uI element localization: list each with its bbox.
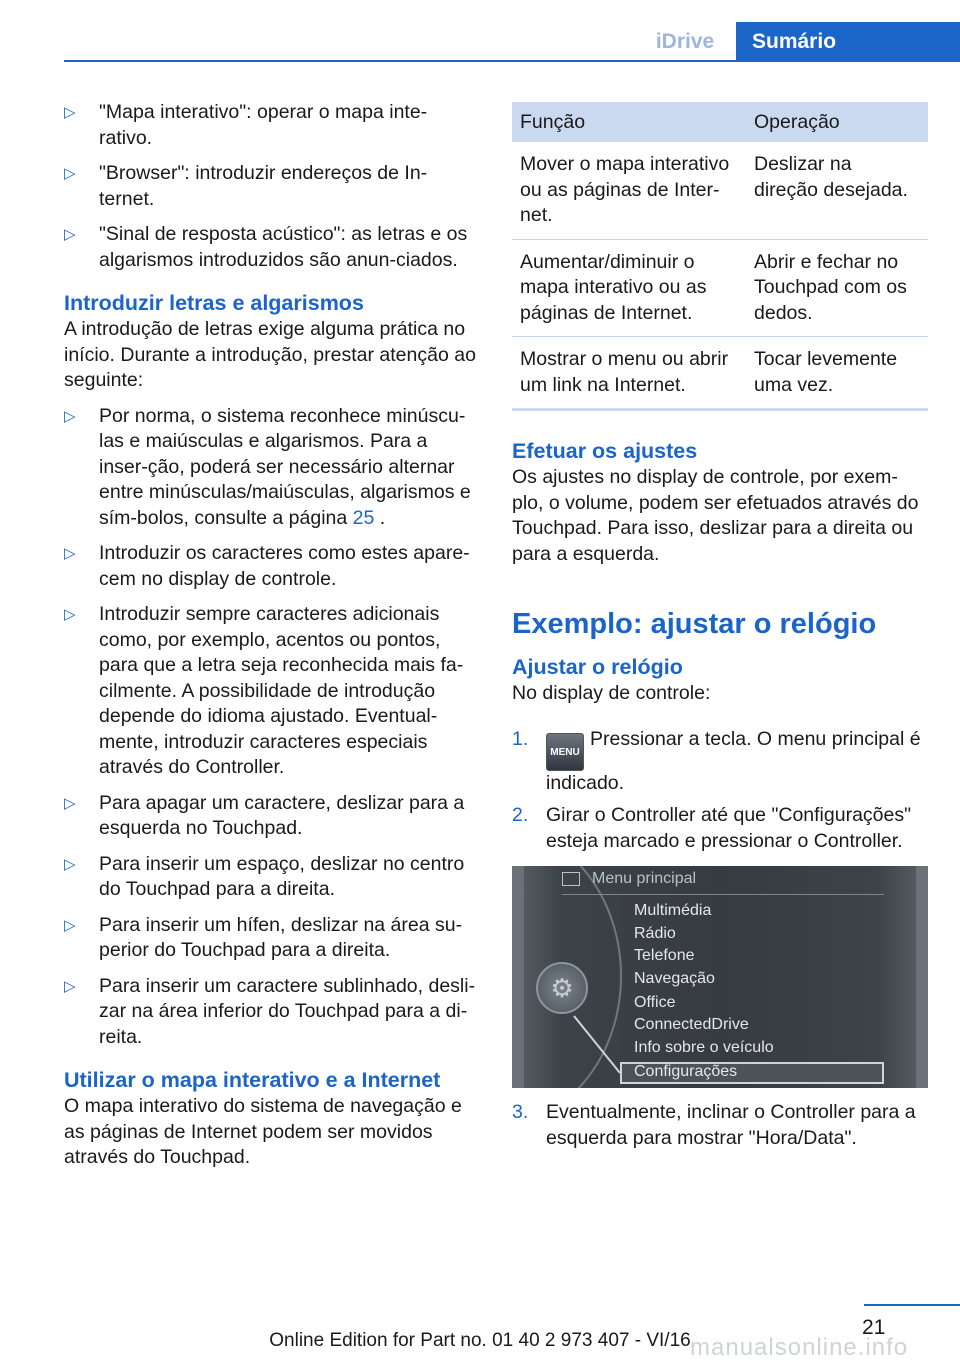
triangle-bullet-icon: ▷ [64,794,76,812]
bullet-list-letters [64,404,480,1051]
steps-list [512,727,928,855]
menu-item-multimedia: Multimédia [634,902,712,919]
triangle-bullet-icon: ▷ [64,977,76,995]
list-item: ▷ "Browser": introduzir endereços de In-ternet. [64,162,428,210]
footer-rule [864,1304,960,1306]
table-row [512,337,928,410]
triangle-bullet-icon: ▷ [64,545,76,562]
menu-item-office: Office [634,994,676,1011]
table-cell: Aumentar/diminuir o mapa interativo ou as páginas de Internet. [512,239,746,337]
section-paragraph: Os ajustes no display de controle, por exem-plo, o volume, podem ser efetuados através do Touchpad. Para isso, deslizar para a direita ou para a esquerda. [512,466,919,565]
menu-key-icon: MENU [546,733,584,771]
page-link[interactable]: 25 [352,506,375,529]
triangle-bullet-icon: ▷ [64,606,76,623]
list-item: ▷ Para inserir um hífen, deslizar na área su-perior do Touchpad para a direita. [64,913,463,961]
triangle-bullet-icon: ▷ [64,407,76,425]
menu-item-navegacao: Navegação [634,970,715,987]
subsection-title-clock: Ajustar o relógio [512,655,683,679]
list-item: 2. Girar o Controller até que "Configurações" esteja marcado e pressionar o Controller. [512,804,912,852]
left-column [64,100,480,1171]
section-paragraph: A introdução de letras exige alguma prática no início. Durante a introdução, prestar atenção ao seguinte: [64,318,476,391]
triangle-bullet-icon: ▷ [64,226,76,243]
section-paragraph: No display de controle: [512,682,711,704]
menu-item-configuracoes: Configurações [634,1063,738,1080]
step-3-container [512,1100,928,1158]
table-header-cell: Função [512,102,746,142]
triangle-bullet-icon: ▷ [64,104,76,121]
menu-screen-image [512,866,928,1088]
section-title-settings: Efetuar os ajustes [512,439,698,463]
bullet-list-top [64,100,480,273]
menu-item-connecteddrive: ConnectedDrive [634,1016,749,1033]
step-number: 2. [512,804,529,826]
table-row [512,239,928,337]
tab-sumario[interactable]: Sumário [736,22,960,62]
example-title: Exemplo: ajustar o relógio [512,608,877,640]
section-paragraph: O mapa interativo do sistema de navegação e as páginas de Internet podem ser movidos através do Touchpad. [64,1095,462,1168]
step-number: 1. [512,727,529,750]
list-item: ▷ "Mapa interativo": operar o mapa inte-rativo. [64,101,428,149]
triangle-bullet-icon: ▷ [64,916,76,934]
header-rule [64,60,960,62]
triangle-bullet-icon: ▷ [64,855,76,873]
table-header-cell: Operação [746,102,928,142]
table-cell: Deslizar na direção desejada. [746,142,928,239]
tab-idrive[interactable]: iDrive [655,30,715,53]
list-item: ▷ Introduzir sempre caracteres adicionais como, por exemplo, acentos ou pontos, para que a letra seja reconhecida mais fa-cilmente. A possibilidade de introdução depende do idioma ajustado. Eventual-mente, introduzir caracteres especiais através do Controller. [64,603,464,778]
step-number: 3. [512,1101,529,1123]
edition-text: Online Edition for Part no. 01 40 2 973 407 - VI/16 [269,1330,691,1351]
menu-item-telefone: Telefone [634,947,695,964]
table-row [512,142,928,239]
settings-gear-icon: ⚙ [536,962,588,1014]
list-item: ▷ Por norma, o sistema reconhece minúscu-las e maiúsculas e algarismos. Para a inser-ção, poderá ser necessário alternar entre minúsculas/maiúsculas, algarismos e sím-bolos, consulte a página 25 . [64,404,471,529]
screen-title: Menu principal [592,870,697,887]
menu-item-radio: Rádio [634,925,676,942]
right-column [512,102,928,861]
table-cell: Mostrar o menu ou abrir um link na Internet. [512,337,746,410]
list-item: 3. Eventualmente, inclinar o Controller para a esquerda para mostrar "Hora/Data". [512,1101,916,1149]
table-cell: Mover o mapa interativo ou as páginas de Inter-net. [512,142,746,239]
table-cell: Tocar levemente uma vez. [746,337,928,410]
list-item: 1. MENUPressionar a tecla. O menu principal é indicado. [512,727,921,794]
triangle-bullet-icon: ▷ [64,165,76,182]
menu-item-info-veiculo: Info sobre o veículo [634,1039,774,1056]
list-item: ▷ Para inserir um espaço, deslizar no centro do Touchpad para a direita. [64,852,465,900]
list-item: ▷ Introduzir os caracteres como estes apare-cem no display de controle. [64,542,470,590]
section-title-map-internet: Utilizar o mapa interativo e a Internet [64,1068,441,1092]
section-title-letters: Introduzir letras e algarismos [64,291,364,315]
watermark: manualsonline.info [690,1334,909,1361]
table-cell: Abrir e fechar no Touchpad com os dedos. [746,239,928,337]
table-header-row [512,102,928,142]
function-table [512,102,928,411]
list-item: ▷ Para apagar um caractere, deslizar para a esquerda no Touchpad. [64,791,465,839]
list-item: ▷ Para inserir um caractere sublinhado, desli-zar na área inferior do Touchpad para a di-reita. [64,974,476,1048]
page-number: 21 [862,1316,886,1339]
list-item: ▷ "Sinal de resposta acústico": as letras e os algarismos introduzidos são anun-ciados. [64,223,468,271]
pointer-line [512,866,928,1088]
